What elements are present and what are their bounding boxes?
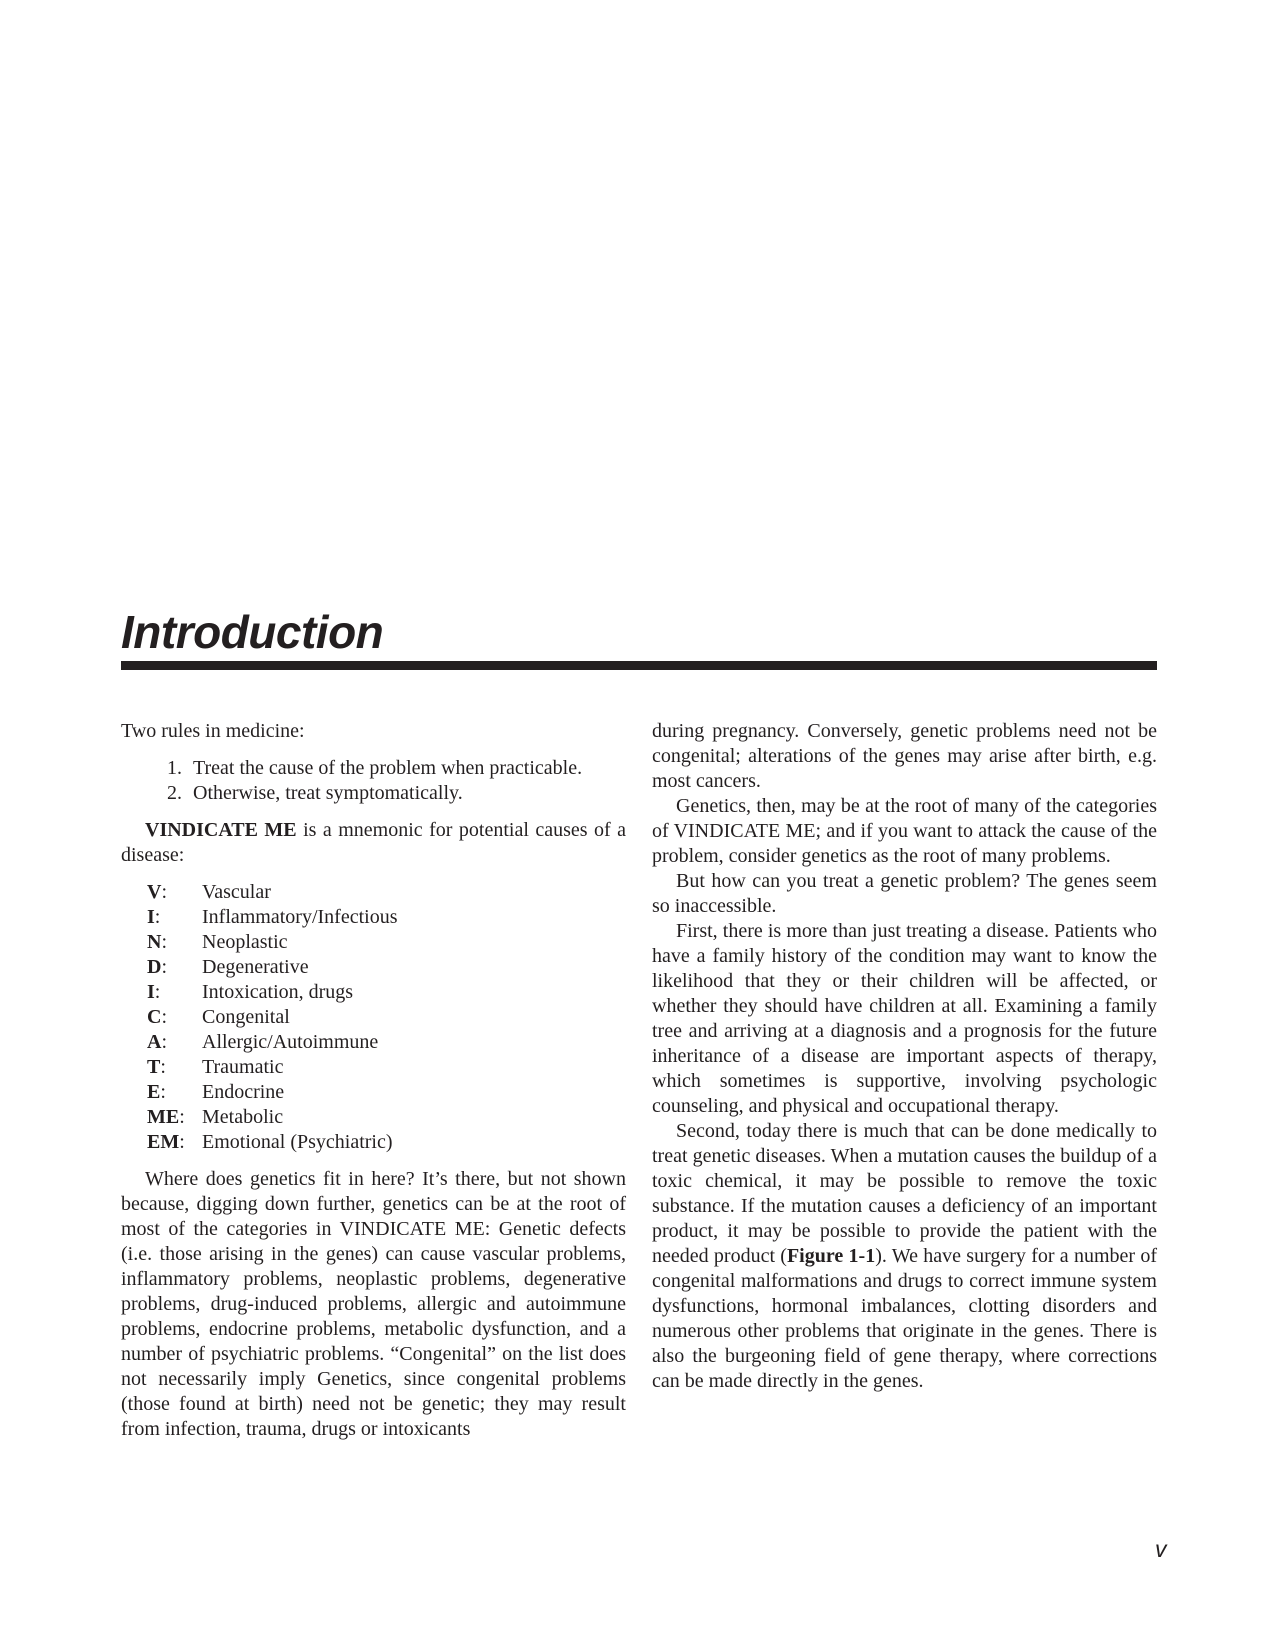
list-item-text: Otherwise, treat symptomatically. (193, 782, 463, 804)
mnemonic-colon: : (160, 1056, 166, 1078)
mnemonic-definition: Neoplastic (202, 931, 288, 953)
mnemonic-intro-rest: is a mnemonic for potential causes of a disease: (121, 819, 626, 866)
mnemonic-letter-bold: EM (147, 1131, 180, 1153)
mnemonic-row (147, 1080, 626, 1105)
mnemonic-letter (147, 930, 202, 955)
mnemonic-letter (147, 955, 202, 980)
chapter-header (121, 607, 1157, 670)
mnemonic-letter-bold: D (147, 956, 162, 978)
rules-list (121, 756, 626, 806)
mnemonic-row (147, 930, 626, 955)
mnemonic-row (147, 980, 626, 1005)
mnemonic-letter-bold: I (147, 906, 155, 928)
mnemonic-row (147, 1130, 626, 1155)
paragraph-second-pre: Second, today there is much that can be done medically to treat genetic diseases. When a mutation causes the buildup of a toxic chemical, it may be possible to remove the toxic substance. If the mutation causes a deficiency of an important product, it may be possible to provide the patient with the needed product ( (652, 1120, 1157, 1267)
right-column (652, 719, 1157, 1442)
mnemonic-row (147, 905, 626, 930)
mnemonic-colon: : (179, 1131, 185, 1153)
mnemonic-name: VINDICATE ME (145, 819, 297, 841)
mnemonic-definition: Traumatic (202, 1056, 284, 1078)
mnemonic-letter-bold: A (147, 1031, 162, 1053)
mnemonic-letter-bold: N (147, 931, 162, 953)
list-item (167, 756, 626, 781)
paragraph-vindicate-intro (121, 818, 626, 868)
mnemonic-colon: : (161, 1031, 168, 1053)
list-item-text: Treat the cause of the problem when practicable. (193, 757, 583, 779)
mnemonic-letter (147, 1130, 202, 1155)
figure-reference: Figure 1-1 (786, 1245, 876, 1267)
paragraph-second-medically (652, 1119, 1157, 1394)
mnemonic-letter (147, 1030, 202, 1055)
mnemonic-definition: Endocrine (202, 1081, 285, 1103)
paragraph-genetics-fit: Where does genetics fit in here? It’s there, but not shown because, digging down further, genetics can be at the root of most of the categories in VINDICATE ME: Genetic defects (i.e. those arising in the genes) can cause vascular problems, inflammatory problems, neoplastic problems, degenerative problems, drug-induced problems, allergic and autoimmune problems, endocrine problems, metabolic dysfunction, and a number of psychiatric problems. “Congenital” on the list does not necessarily imply Genetics, since congenital problems (those found at birth) need not be genetic; they may result from infection, trauma, drugs or intoxicants (121, 1168, 626, 1440)
mnemonic-colon: : (154, 906, 161, 928)
mnemonic-letter (147, 1105, 202, 1130)
mnemonic-row (147, 880, 626, 905)
mnemonic-colon: : (179, 1106, 185, 1128)
list-item (167, 781, 626, 806)
mnemonic-letter-bold: I (147, 981, 155, 1003)
page-number: v (1155, 1536, 1167, 1562)
mnemonic-letter-bold: ME (147, 1106, 180, 1128)
mnemonic-row (147, 1105, 626, 1130)
mnemonic-letter-bold: C (147, 1006, 162, 1028)
mnemonic-letter (147, 905, 202, 930)
title-double-rule (121, 661, 1157, 670)
mnemonic-colon: : (154, 981, 161, 1003)
mnemonic-letter (147, 1055, 202, 1080)
mnemonic-definition: Metabolic (202, 1106, 284, 1128)
mnemonic-letter (147, 880, 202, 905)
mnemonic-colon: : (160, 1081, 166, 1103)
mnemonic-letter (147, 980, 202, 1005)
mnemonic-colon: : (161, 931, 168, 953)
mnemonic-definition: Congenital (202, 1006, 290, 1028)
mnemonic-row (147, 1030, 626, 1055)
mnemonic-row (147, 1005, 626, 1030)
page-title: Introduction (121, 606, 384, 658)
paragraph-during-pregnancy: during pregnancy. Conversely, genetic problems need not be congenital; alterations of the genes may arise after birth, e.g. most cancers. (652, 720, 1157, 792)
mnemonic-definition: Degenerative (202, 956, 309, 978)
paragraph-but-how: But how can you treat a genetic problem? The genes seem so inaccessible. (652, 870, 1157, 917)
mnemonic-colon: : (161, 881, 168, 903)
mnemonic-row (147, 955, 626, 980)
list-item-number: 1. (167, 757, 182, 779)
mnemonic-definition: Allergic/Autoimmune (202, 1031, 379, 1053)
mnemonic-colon: : (161, 1006, 168, 1028)
list-item-number: 2. (167, 782, 182, 804)
mnemonic-row (147, 1055, 626, 1080)
mnemonic-definition: Vascular (202, 881, 271, 903)
mnemonic-definition: Intoxication, drugs (202, 981, 354, 1003)
mnemonic-letter (147, 1080, 202, 1105)
paragraph-genetics-root: Genetics, then, may be at the root of many of the categories of VINDICATE ME; and if you want to attack the cause of the problem, consider genetics as the root of many problems. (652, 795, 1157, 867)
mnemonic-letter-bold: V (147, 881, 162, 903)
mnemonic-definition: Emotional (Psychiatric) (202, 1131, 393, 1153)
mnemonic-letter-bold: T (147, 1056, 161, 1078)
paragraph-two-rules: Two rules in medicine: (121, 720, 305, 742)
paragraph-second-post: ). We have surgery for a number of congenital malformations and drugs to correct immune system dysfunctions, hormonal imbalances, clotting disorders and numerous other problems that originate in the genes. There is also the burgeoning field of gene therapy, where corrections can be made directly in the genes. (652, 1245, 1158, 1392)
mnemonic-letter-bold: E (147, 1081, 161, 1103)
mnemonic-definition: Inflammatory/Infectious (202, 906, 398, 928)
two-column-body (121, 719, 1157, 1442)
left-column (121, 719, 626, 1442)
mnemonic-colon: : (161, 956, 168, 978)
mnemonic-letter (147, 1005, 202, 1030)
mnemonic-list (121, 880, 626, 1155)
paragraph-first-treating: First, there is more than just treating a disease. Patients who have a family history of the condition may want to know the likelihood that they or their children will be affected, or whether they should have children at all. Examining a family tree and arriving at a diagnosis and a prognosis for the future inheritance of a disease are important aspects of therapy, which sometimes is supportive, involving psychologic counseling, and physical and occupational therapy. (652, 920, 1157, 1117)
